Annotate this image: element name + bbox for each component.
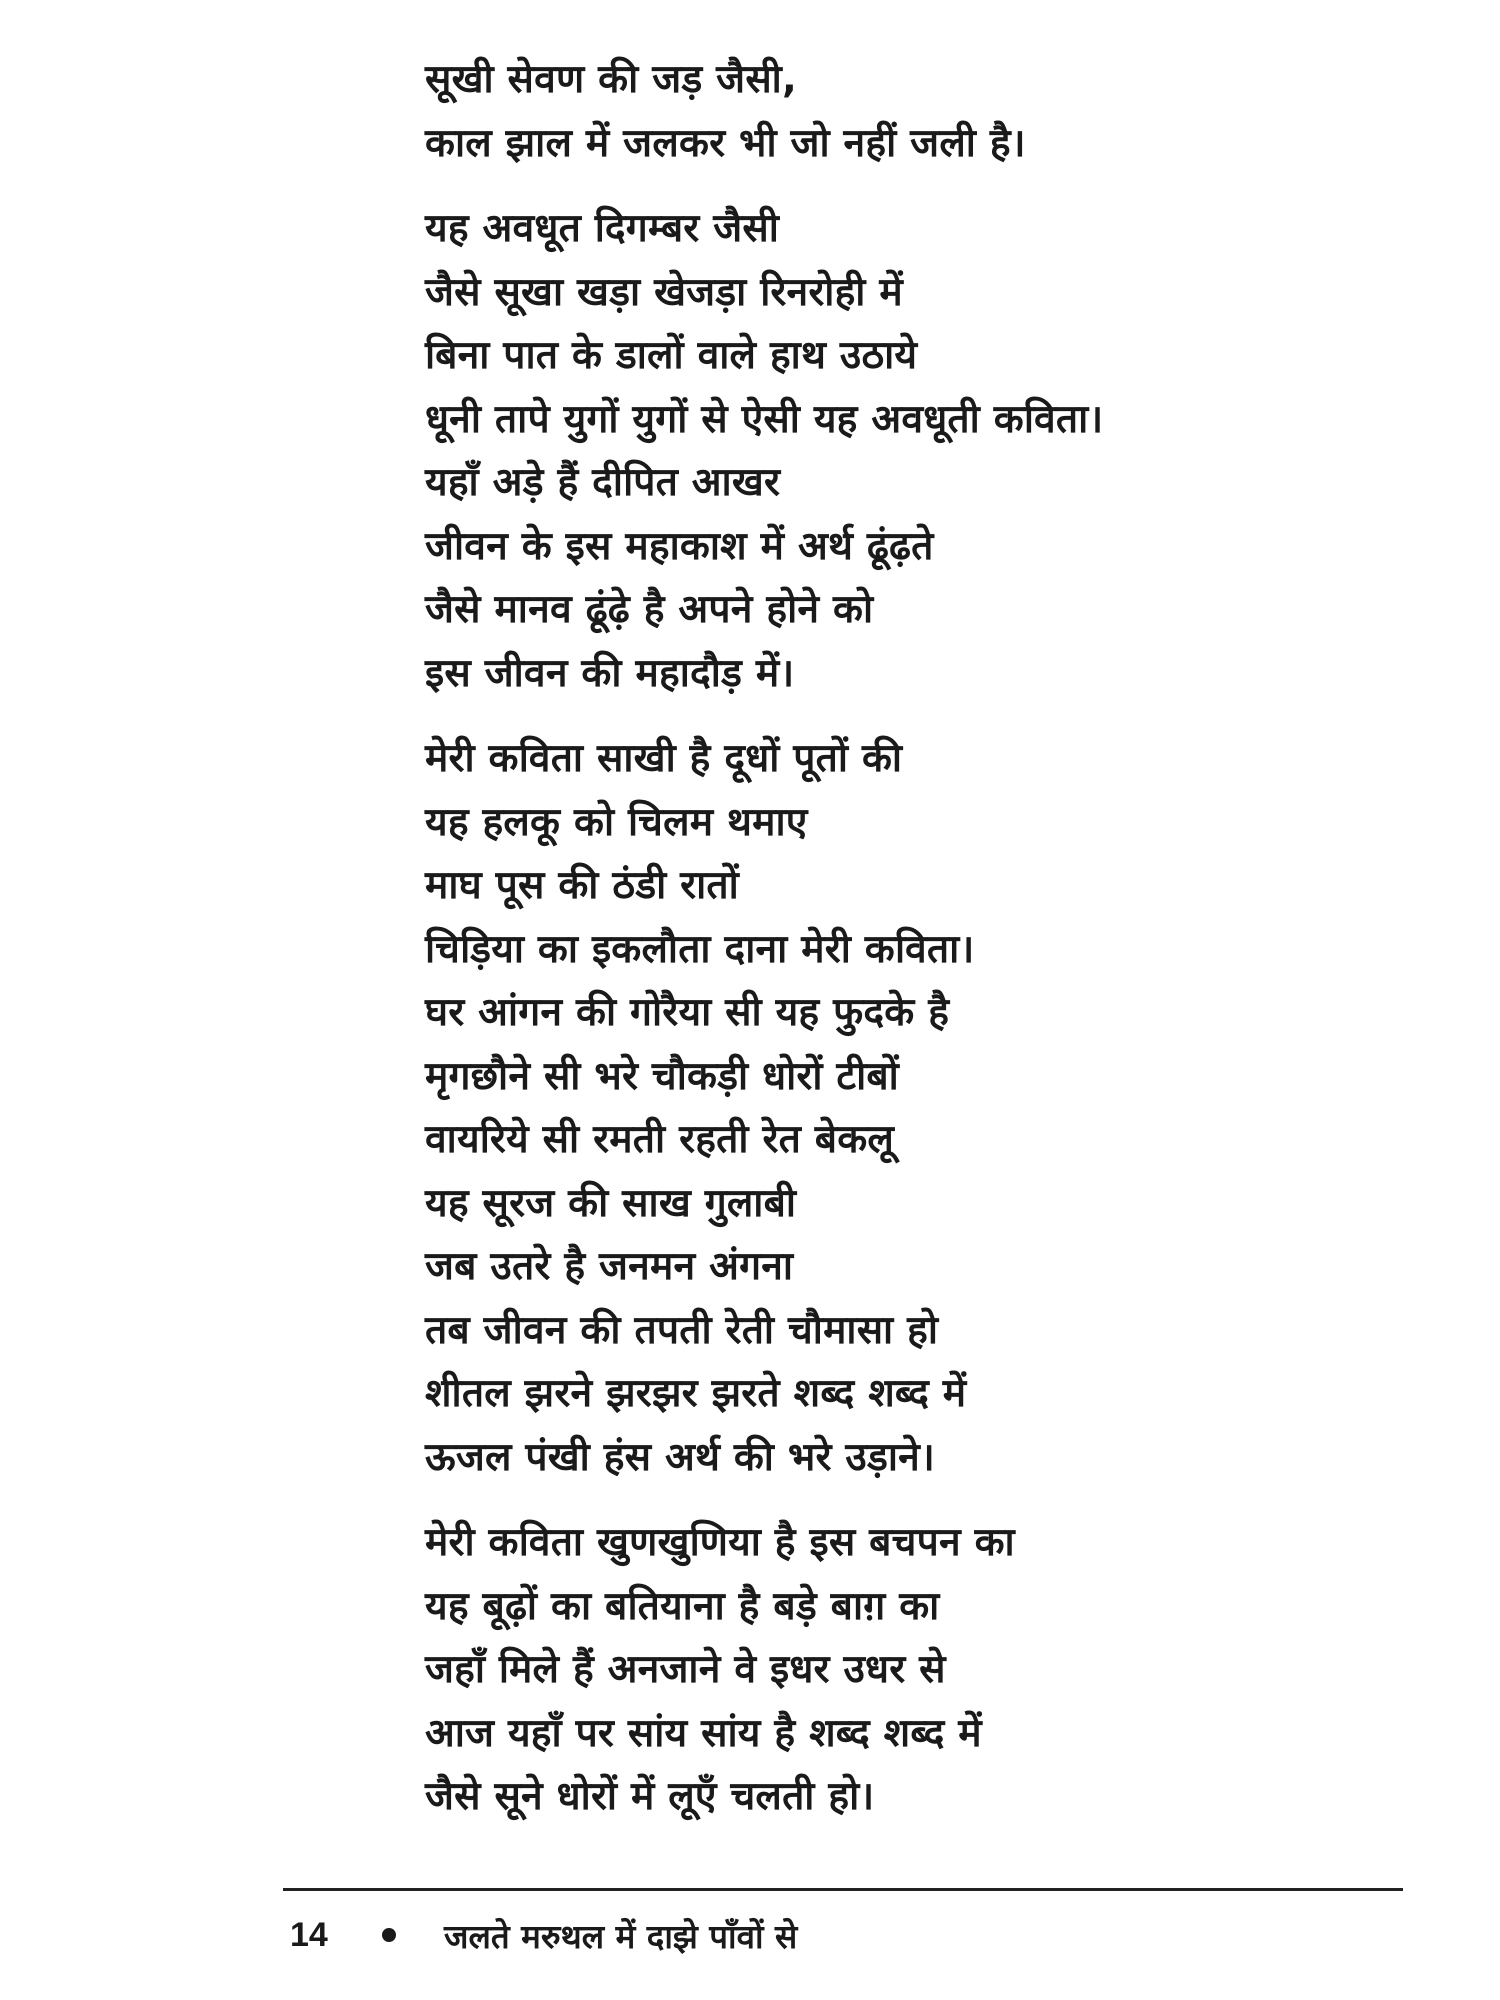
stanza-1: [425, 48, 1385, 175]
poem-line: यह अवधूत दिगम्बर जैसी: [425, 206, 780, 251]
page-footer: [290, 1905, 1390, 1965]
poem-body: [425, 48, 1385, 1851]
bullet-icon: [382, 1928, 396, 1942]
poem-line: यह हलकू को चिलम थमाए: [425, 799, 808, 845]
poem-line: तब जीवन की तपती रेती चौमासा हो: [425, 1307, 939, 1353]
poem-line: काल झाल में जलकर भी जो नहीं जली है।: [425, 120, 1026, 166]
poem-line: जैसे सूने धोरों में लूएँ चलती हो।: [425, 1774, 875, 1819]
poem-line: जब उतरे है जनमन अंगना: [425, 1244, 794, 1289]
poem-line: इस जीवन की महादौड़ में।: [425, 650, 795, 696]
page-number: 14: [290, 1915, 328, 1954]
poem-line: घर आंगन की गोरैया सी यह फुदके है: [425, 990, 950, 1035]
poem-line: ऊजल पंखी हंस अर्थ की भरे उड़ाने।: [425, 1434, 935, 1480]
poem-line: जैसे सूखा खड़ा खेजड़ा रिनरोही में: [425, 269, 903, 315]
poem-line: जैसे मानव ढूंढ़े है अपने होने को: [425, 587, 874, 632]
poem-line: यहाँ अड़े हैं दीपित आखर: [425, 460, 781, 505]
poem-line: धूनी तापे युगों युगों से ऐसी यह अवधूती कविता।: [425, 396, 1104, 442]
book-title: जलते मरुथल में दाझे पाँवों से: [444, 1916, 798, 1956]
poem-line: शीतल झरने झरझर झरते शब्द शब्द में: [425, 1371, 967, 1416]
stanza-3: [425, 727, 1385, 1489]
poem-line: वायरिये सी रमती रहती रेत बेकलू: [425, 1117, 895, 1162]
poem-line: मेरी कविता खुणखुणिया है इस बचपन का: [425, 1520, 1015, 1565]
stanza-4: [425, 1511, 1385, 1829]
stanza-2: [425, 197, 1385, 705]
poem-line: माघ पूस की ठंडी रातों: [425, 863, 739, 908]
poem-line: यह सूरज की साख गुलाबी: [425, 1180, 797, 1226]
poem-line: जीवन के इस महाकाश में अर्थ ढूंढ़ते: [425, 523, 934, 569]
footer-divider: [283, 1888, 1403, 1891]
poem-line: मेरी कविता साखी है दूधों पूतों की: [425, 736, 903, 781]
poem-line: आज यहाँ पर सांय सांय है शब्द शब्द में: [425, 1710, 982, 1756]
poem-line: मृगछौने सी भरे चौकड़ी धोरों टीबों: [425, 1053, 899, 1099]
poem-line: जहाँ मिले हैं अनजाने वे इधर उधर से: [425, 1647, 946, 1692]
poem-line: बिना पात के डालों वाले हाथ उठाये: [425, 333, 918, 378]
poem-line: यह बूढ़ों का बतियाना है बड़े बाग़ का: [425, 1583, 940, 1629]
poem-line: चिड़िया का इकलौता दाना मेरी कविता।: [425, 926, 975, 972]
poem-line: सूखी सेवण की जड़ जैसी,: [425, 57, 797, 102]
